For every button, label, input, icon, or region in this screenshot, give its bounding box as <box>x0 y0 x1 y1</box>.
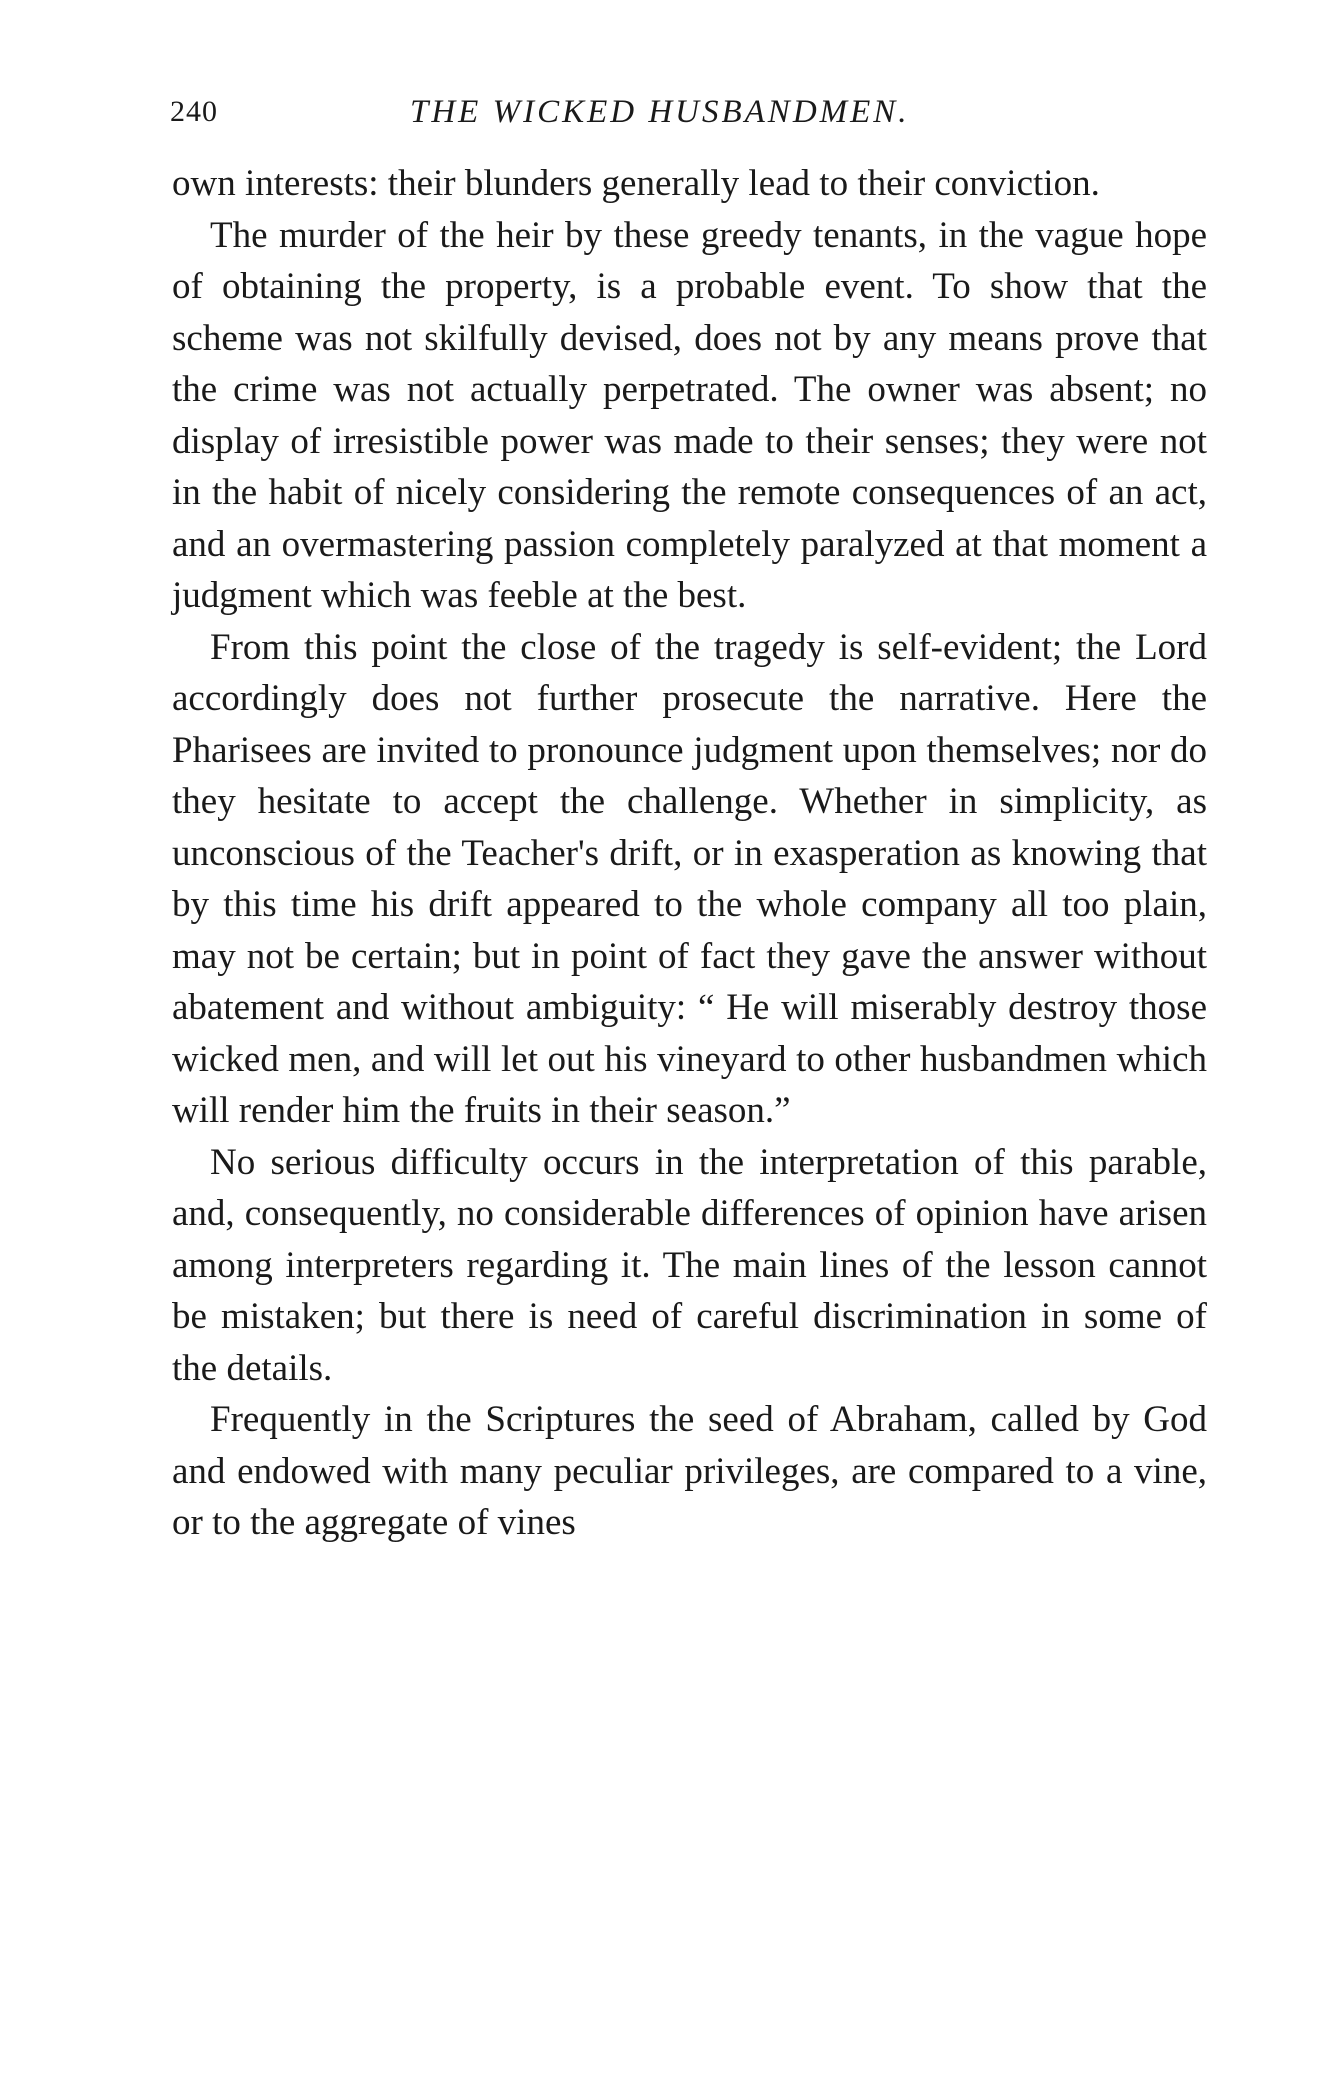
paragraph-continued: own interests: their blunders generally lead to their conviction. <box>172 163 1100 204</box>
paragraph: No serious difficulty occurs in the interpretation of this parable, and, consequently, no considerable differences of opinion have arisen among interpreters regarding it. The main lines of the lesson cannot be mistaken; but there is need of careful discrimination in some of the details. <box>172 1141 1207 1389</box>
running-title: THE WICKED HUSBANDMEN. <box>410 94 910 130</box>
paragraph: The murder of the heir by these greedy tenants, in the vague hope of obtaining the property, is a probable event. To show that the scheme was not skilfully devised, does not by any means prove that the crime was not actually perpetrated. The owner was absent; no display of irresistible power was made to their senses; they were not in the habit of nicely considering the remote consequences of an act, and an overmastering passion completely paralyzed at that moment a judgment which was feeble at the best. <box>172 214 1207 616</box>
paragraph: Frequently in the Scriptures the seed of Abraham, called by God and endowed with many peculiar privileges, are compared to a vine, or to the aggregate of vines <box>172 1399 1207 1543</box>
body-text <box>172 158 1207 1549</box>
paragraph: From this point the close of the tragedy is self-evident; the Lord accordingly does not further prosecute the narrative. Here the Pharisees are invited to pronounce judgment upon themselves; nor do they hesitate to accept the challenge. Whether in simplicity, as unconscious of the Teacher's drift, or in exasperation as knowing that by this time his drift appeared to the whole company all too plain, may not be certain; but in point of fact they gave the answer without abatement and without ambiguity: “ He will miserably destroy those wicked men, and will let out his vineyard to other husbandmen which will render him the fruits in their season.” <box>172 626 1207 1131</box>
page-number: 240 <box>170 95 218 128</box>
running-head <box>170 82 1210 142</box>
